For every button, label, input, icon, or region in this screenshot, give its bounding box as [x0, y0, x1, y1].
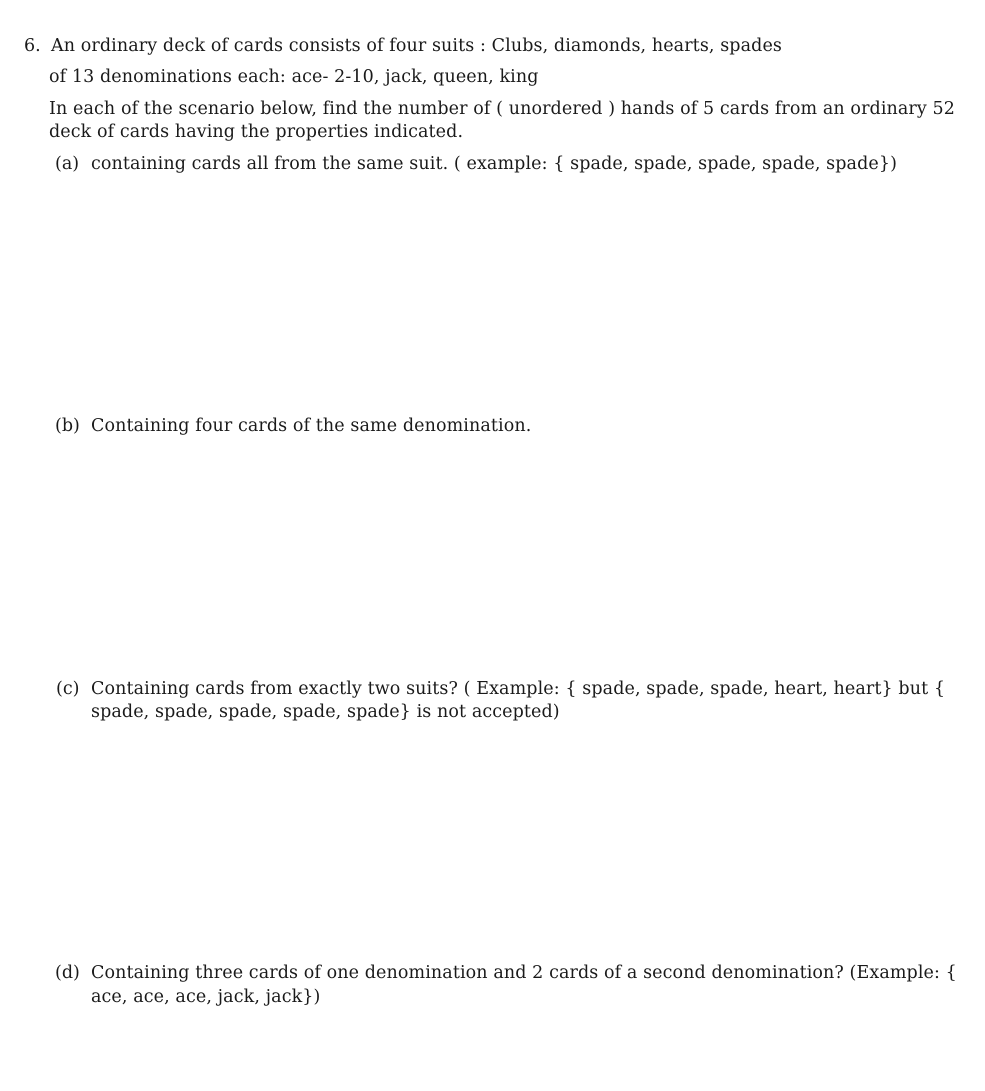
part-d-text-line-2: ace, ace, ace, jack, jack})	[91, 987, 321, 1007]
part-d-label: (d)	[55, 963, 80, 983]
part-d-text-line-1: Containing three cards of one denomination and 2 cards of a second denomination? (Example: {	[91, 963, 957, 983]
problem-intro-line-2: of 13 denominations each: ace- 2-10, jack, queen, king	[49, 67, 539, 87]
part-c-answer-space	[48, 733, 948, 958]
problem-intro-line-3: In each of the scenario below, find the number of ( unordered ) hands of 5 cards from an ordinary 52	[49, 99, 956, 119]
problem-intro-line-4: deck of cards having the properties indicated.	[49, 122, 464, 142]
part-b-text: Containing four cards of the same denomination.	[91, 416, 532, 436]
part-c-label: (c)	[56, 679, 80, 699]
part-c-text-line-1: Containing cards from exactly two suits? ( Example: { spade, spade, spade, heart, heart} but {	[91, 679, 946, 699]
part-a-label: (a)	[55, 154, 80, 174]
part-c-text-line-2: spade, spade, spade, spade, spade} is not accepted)	[91, 702, 560, 722]
problem-number: 6.	[24, 36, 41, 56]
problem-intro-line-1: An ordinary deck of cards consists of four suits : Clubs, diamonds, hearts, spades	[51, 36, 782, 56]
part-b-label: (b)	[55, 416, 80, 436]
part-d-answer-space	[48, 1015, 948, 1085]
part-b-answer-space	[48, 447, 948, 672]
part-a-text: containing cards all from the same suit. ( example: { spade, spade, spade, spade, spade})	[91, 154, 897, 174]
part-a-answer-space	[48, 185, 948, 410]
